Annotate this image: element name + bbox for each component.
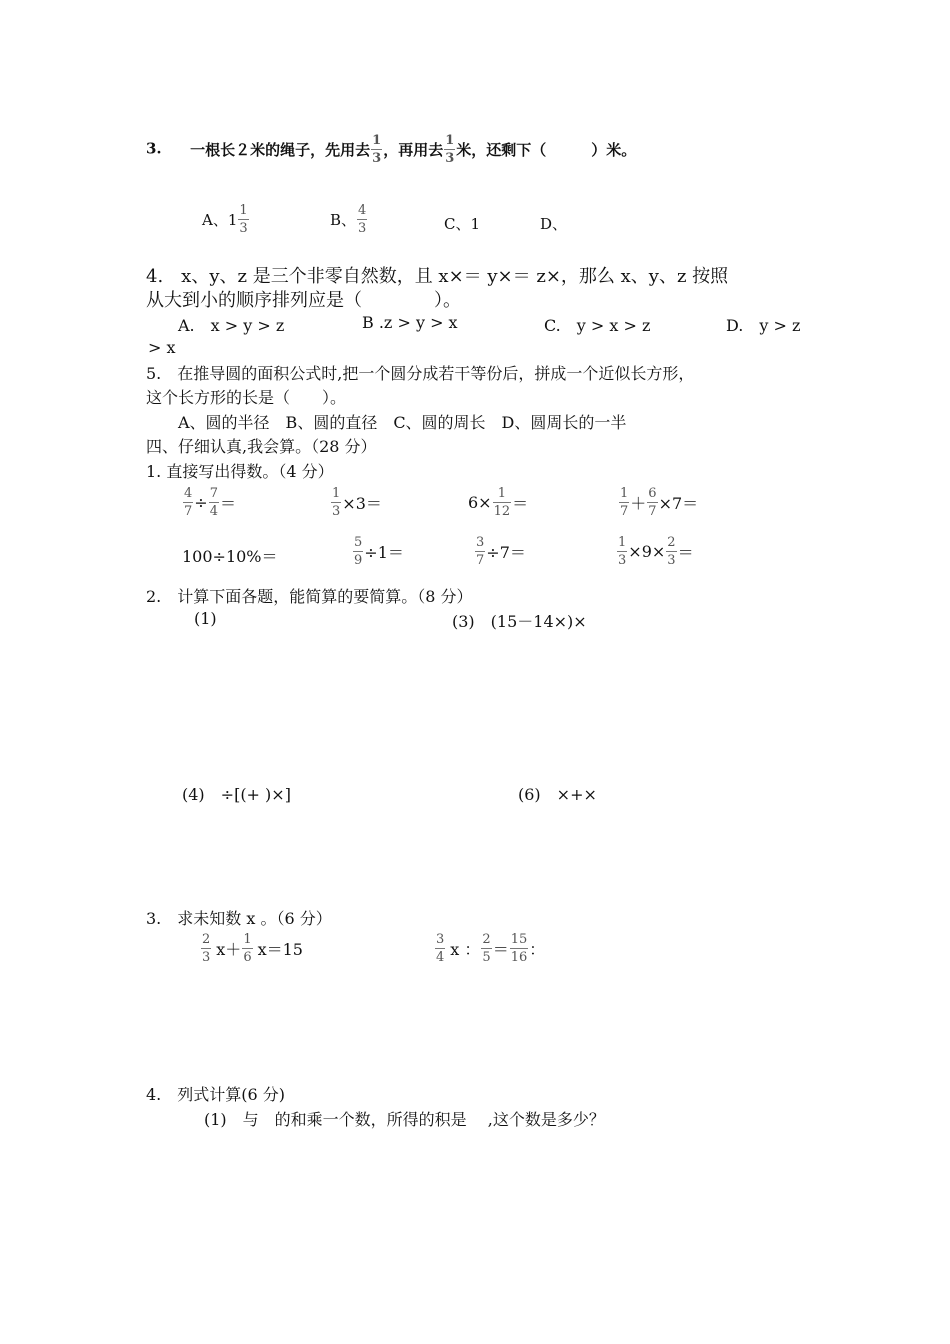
subsection-3-title: 3. 求未知数 x 。（6 分） bbox=[146, 909, 332, 928]
q3-option-b: B、 $\frac{4}{3}$ bbox=[330, 203, 367, 236]
q3-text-b: ，再用去 bbox=[383, 141, 444, 159]
problem-1: (1) 与 的和乘一个数，所得的积是 ,这个数是多少？ bbox=[204, 1110, 605, 1129]
q4-option-c: C. y > x > z bbox=[544, 316, 651, 335]
q3-option-d: D、 bbox=[540, 215, 568, 233]
calc-4: (4) ÷[(+ )×] bbox=[182, 785, 291, 804]
expr-7: $\frac{3}{7}$ ÷7＝ bbox=[476, 535, 526, 568]
calc-6: (6) ×+× bbox=[518, 785, 597, 804]
q3-number: 3. bbox=[146, 139, 162, 158]
subsection-4-title: 4. 列式计算(6 分) bbox=[146, 1085, 286, 1104]
q4-option-d: D. y > z bbox=[726, 316, 801, 335]
q5-options: A、圆的半径 B、圆的直径 C、圆的周长 D、圆周长的一半 bbox=[178, 413, 627, 432]
equation-2: $\frac{3}{4}$ x ： $\frac{2}{5}$ ＝ $\frac{15}{16}$ ： bbox=[436, 932, 546, 965]
subsection-1-title: 1. 直接写出得数。（4 分） bbox=[146, 462, 334, 481]
q4-option-d-continued: > x bbox=[148, 338, 176, 357]
q4-option-a: A. x > y > z bbox=[178, 316, 285, 335]
q4-option-b: B .z > y > x bbox=[362, 313, 458, 332]
q3-text-a: 一根长２米的绳子，先用去 bbox=[190, 141, 371, 159]
q5-line-1: 5. 在推导圆的面积公式时,把一个圆分成若干等份后，拼成一个近似长方形， bbox=[146, 364, 695, 383]
expr-2: $\frac{1}{3}$ ×3＝ bbox=[332, 486, 382, 519]
q3-fraction-2: $\frac{1}{3}$ bbox=[445, 133, 455, 166]
q3-fraction-1: $\frac{1}{3}$ bbox=[372, 133, 382, 166]
subsection-2-title: 2. 计算下面各题，能简算的要简算。（8 分） bbox=[146, 587, 473, 606]
q3-option-a: A、1 $\frac{1}{3}$ bbox=[202, 203, 248, 236]
expr-4: $\frac{1}{7}$ ＋ $\frac{6}{7}$ ×7＝ bbox=[620, 486, 699, 519]
expr-3: 6× $\frac{1}{12}$ ＝ bbox=[468, 486, 529, 519]
expr-5: 100÷10%＝ bbox=[182, 547, 278, 566]
q4-line-2: 从大到小的顺序排列应是（ ）。 bbox=[146, 290, 461, 311]
q5-line-2: 这个长方形的长是（ ）。 bbox=[146, 388, 347, 407]
q3-text-c: 米，还剩下（ ）米。 bbox=[456, 141, 637, 159]
expr-8: $\frac{1}{3}$ ×9× $\frac{2}{3}$ ＝ bbox=[618, 535, 694, 568]
calc-1: (1) bbox=[194, 609, 217, 628]
expr-1: $\frac{4}{7}$ ÷ $\frac{7}{4}$ ＝ bbox=[184, 486, 236, 519]
q3-option-c: C、1 bbox=[444, 215, 481, 233]
calc-3: (3) (15－14×)× bbox=[452, 612, 587, 631]
expr-6: $\frac{5}{9}$ ÷1＝ bbox=[354, 535, 404, 568]
q4-line-1: 4. x、y、z 是三个非零自然数，且 x×＝ y×＝ z×，那么 x、y、z 按照 bbox=[146, 266, 729, 287]
section-heading: 四、仔细认真,我会算。（28 分） bbox=[146, 437, 377, 456]
q3-line bbox=[146, 134, 636, 165]
equation-1: $\frac{2}{3}$ x＋ $\frac{1}{6}$ x＝15 bbox=[202, 932, 303, 965]
